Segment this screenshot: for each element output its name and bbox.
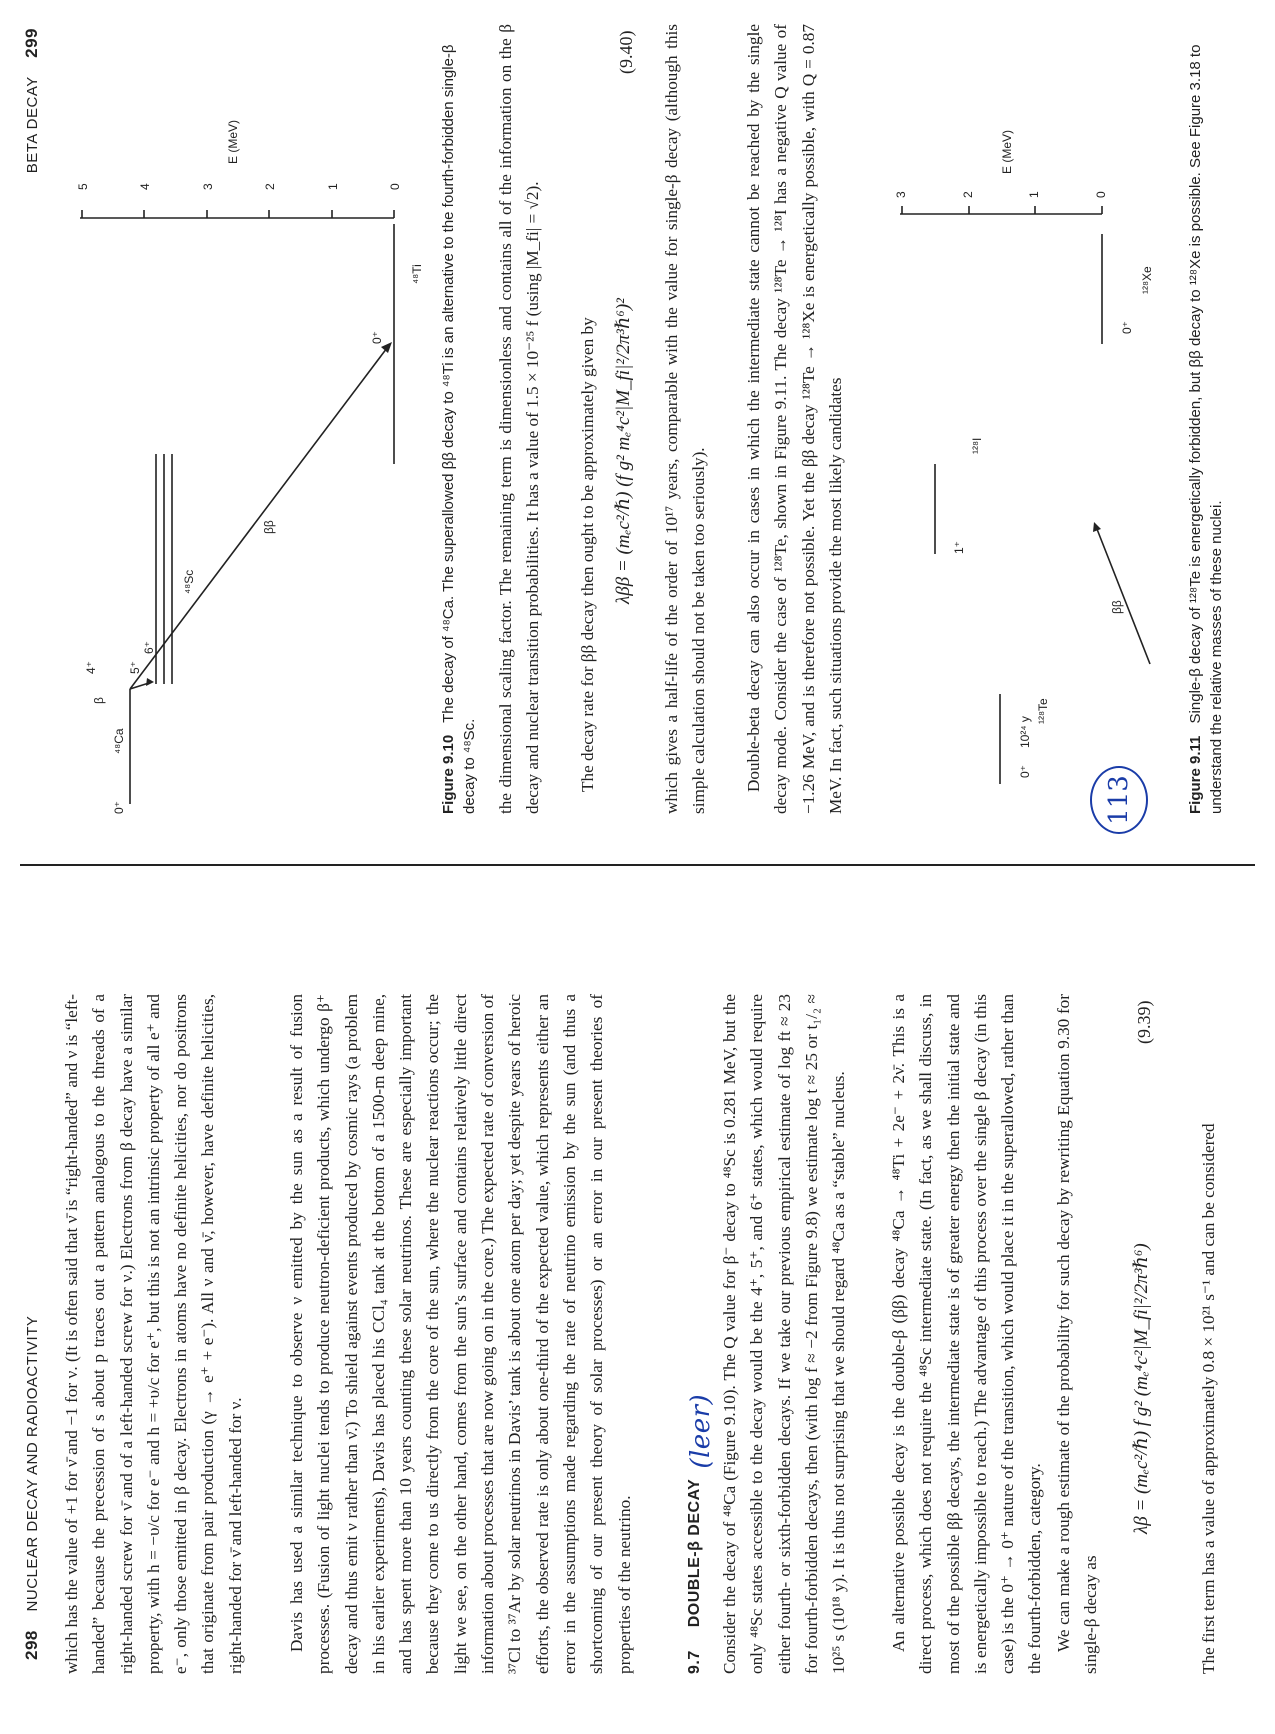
ca48-paragraph: Consider the decay of ⁴⁸Ca (Figure 9.10). The Q value for β⁻ decay to ⁴⁸Sc is 0.281 MeV, but the only ⁴⁸Sc states accessible to the decay would be the 4⁺, 5⁺, and 6⁺ states, which would require either fourth- or sixth-forbidden decays. If we take our previous empirical estimate of log ft ≈ 23 for fourth-forbidden decays, then (with log f ≈ −2 from Figure 9.8) we estimate log t ≈ 25 or t₁/₂ ≈ 10²⁵ s (10¹⁸ y). It is thus not surprising that we should regard ⁴⁸Ca as a “stable” nucleus. <box>720 994 849 1674</box>
left-running-header <box>22 1316 42 1674</box>
equation-9-40: λββ = (mₑc²/ℏ) (f g² mₑ⁴c²|M_fi|²/2π³ℏ⁶)² <box>613 298 634 604</box>
double-beta-label-9-11: ββ <box>1110 600 1124 614</box>
equation-9-39: λβ = (mₑc²/ℏ) f g² (mₑ⁴c²|M_fi|²/2π³ℏ⁶) <box>1131 1243 1152 1534</box>
i128-spin: 1⁺ <box>952 540 966 554</box>
estimate-paragraph: We can make a rough estimate of the probability for such decay by rewriting Equation 9.30 for single-β decay as <box>1054 994 1101 1674</box>
left-page-number: 298 <box>22 1630 41 1660</box>
axis-tick-5: 5 <box>76 183 90 190</box>
left-page <box>0 874 1275 1734</box>
davis-paragraph: Davis has used a similar technique to observe ν emitted by the sun as a result of fusion processes. (Fusion of light nuclei tends to produce neutron-deficient products, which undergo β⁺ decay and thus emit ν rather than ν̄.) To shield against events produced by cosmic rays (a problem in his earlier experiments), Davis has placed his CCl₄ tank at the bottom of a 1500-m deep mine, and has spent more than 10 years counting these solar neutrinos. These are especially important because they come to us directly from the core of the sun, where the nuclear reactions occur; the light we see, on the other hand, comes from the sun’s surface and contains relatively little direct information about processes that are now going on in the core.) The expected rate of conversion of ³⁷Cl to ³⁷Ar by solar neutrinos in Davis’ tank is about one atom per day; yet despite years of heroic efforts, the observed rate is only about one-third of the expected value, which represents either an error in the assumptions made regarding the rate of neutrino emission by the sun (and thus a shortcoming of our present theory of solar processes) or an error in our present theories of properties of the neutrino. <box>287 994 634 1674</box>
axis-tick-2: 2 <box>263 183 277 190</box>
axis-tick-3: 3 <box>201 183 215 190</box>
axis-9-11-label: E (MeV) <box>1000 129 1014 174</box>
handwritten-annotation: (leer) <box>686 1393 716 1469</box>
ca48-label: ⁴⁸Ca <box>112 728 126 754</box>
gutter-divider <box>20 864 1255 866</box>
section-heading <box>686 1393 716 1674</box>
axis-9-11-tick-3: 3 <box>894 191 908 198</box>
figure-9-11-caption-text: Single-β decay of ¹²⁸Te is energetically forbidden, but ββ decay to ¹²⁸Xe is possible. See Figure 3.18 to understand the relative masses of these nuclei. <box>1187 44 1225 814</box>
axis-tick-0: 0 <box>388 183 402 190</box>
figure-9-10-caption-label: Figure 9.10 <box>440 734 457 814</box>
figure-9-11-level-diagram <box>880 34 1170 794</box>
figure-9-10-caption <box>438 14 480 814</box>
ti48-label: ⁴⁸Ti <box>410 264 424 284</box>
figure-9-11-caption-label: Figure 9.11 <box>1187 735 1204 814</box>
xe128-spin: 0⁺ <box>1120 320 1134 334</box>
te128-spin: 0⁺ <box>1018 764 1032 778</box>
right-running-header <box>22 14 42 374</box>
half-life-paragraph: which gives a half-life of the order of 10¹⁷ years, comparable with the value for single-β decay (although this simple calculation should not be taken too seriously). <box>662 24 709 814</box>
axis-tick-1: 1 <box>326 183 340 190</box>
section-number: 9.7 <box>686 1650 703 1674</box>
equation-number-9-40: (9.40) <box>616 30 636 74</box>
te128-label: ¹²⁸Te <box>1036 698 1050 724</box>
helicity-paragraph: which has the value of +1 for ν̄ and −1 for ν. (It is often said that ν̄ is “right-handed” and ν is “left-handed” because the precession of s about p traces out a pattern analogous to the threads of a right-handed screw for ν̄ and of a left-handed screw for ν.) Electrons from β decay have a similar property, with h = −υ/c for e⁻ and h = +υ/c for e⁺, but this is not an intrinsic property of all e⁺ and e⁻, only those emitted in β decay. Electrons in atoms have no definite helicities, nor do positrons that originate from pair production (γ → e⁺ + e⁻). All ν and ν̄, however, have definite helicities, right-handed for ν̄ and left-handed for ν. <box>62 994 245 1674</box>
section-title: DOUBLE-β DECAY <box>686 1478 703 1628</box>
i128-label: ¹²⁸I <box>970 437 984 454</box>
figure-9-11-caption <box>1185 14 1227 814</box>
right-page <box>0 0 1275 854</box>
closing-line: The first term has a value of approximately 0.8 × 10²¹ s⁻¹ and can be considered <box>1199 1123 1218 1674</box>
sc48-label: ⁴⁸Sc <box>182 569 196 594</box>
te128-halflife: 10²⁴ y <box>1018 716 1032 748</box>
axis-tick-4: 4 <box>138 183 152 190</box>
scaling-paragraph: the dimensional scaling factor. The remaining term is dimensionless and contains all of the information on the β decay and nuclear transition probabilities. It has a value of 1.5 × 10⁻²⁵ f (using |M_fi| = √2). <box>496 24 543 814</box>
equation-number-9-39: (9.39) <box>1134 1000 1154 1044</box>
figure-9-10-caption-text: The decay of ⁴⁸Ca. The superallowed ββ decay to ⁴⁸Ti is an alternative to the fourth-forbidden single-β decay to ⁴⁸Sc. <box>440 44 478 814</box>
sc48-spin-5: 5⁺ <box>128 660 142 674</box>
xe128-label: ¹²⁸Xe <box>1140 266 1154 294</box>
axis-9-11-tick-2: 2 <box>961 191 975 198</box>
ti48-spin: 0⁺ <box>370 330 384 344</box>
axis-9-11-tick-0: 0 <box>1094 191 1108 198</box>
right-running-title: BETA DECAY <box>24 76 41 174</box>
right-page-number: 299 <box>22 28 41 58</box>
handwritten-page-mark: 113 <box>1090 766 1148 834</box>
double-beta-arrow <box>130 344 390 689</box>
double-beta-paragraph: An alternative possible decay is the double-β (ββ) decay ⁴⁸Ca → ⁴⁸Ti + 2e⁻ + 2ν̄. This is a direct process, which does not require the ⁴⁸Sc intermediate state. (In fact, as we shall discuss, in most of the possible ββ decays, the intermediate state is of greater energy then the initial state and is energetically impossible to reach.) The advantage of this process over the single β decay (in this case) is the 0⁺ → 0⁺ nature of the transition, which would place it in the superallowed, rather than the fourth-forbidden, category. <box>889 994 1045 1674</box>
beta-label: β <box>92 697 106 704</box>
figure-9-10-level-diagram <box>60 14 440 814</box>
te128-paragraph: Double-beta decay can also occur in cases in which the intermediate state cannot be reached by the single decay mode. Consider the case of ¹²⁸Te, shown in Figure 9.11. The decay ¹²⁸Te → ¹²⁸I has a negative Q value of −1.26 MeV, and is therefore not possible. Yet the ββ decay ¹²⁸Te → ¹²⁸Xe is energetically possible, with Q = 0.87 MeV. In fact, such situations provide the most likely candidates <box>744 24 845 814</box>
axis-label: E (MeV) <box>226 119 240 164</box>
left-running-title: NUCLEAR DECAY AND RADIOACTIVITY <box>24 1315 41 1612</box>
double-beta-label: ββ <box>262 520 276 534</box>
double-beta-arrow-9-11 <box>1095 524 1150 664</box>
sc48-spin-4: 4⁺ <box>84 660 98 674</box>
sc48-spin-6: 6⁺ <box>142 640 156 654</box>
ca48-spin: 0⁺ <box>112 800 126 814</box>
axis-9-11-tick-1: 1 <box>1027 191 1041 198</box>
decay-rate-paragraph: The decay rate for ββ decay then ought to be approximately given by <box>578 317 597 792</box>
